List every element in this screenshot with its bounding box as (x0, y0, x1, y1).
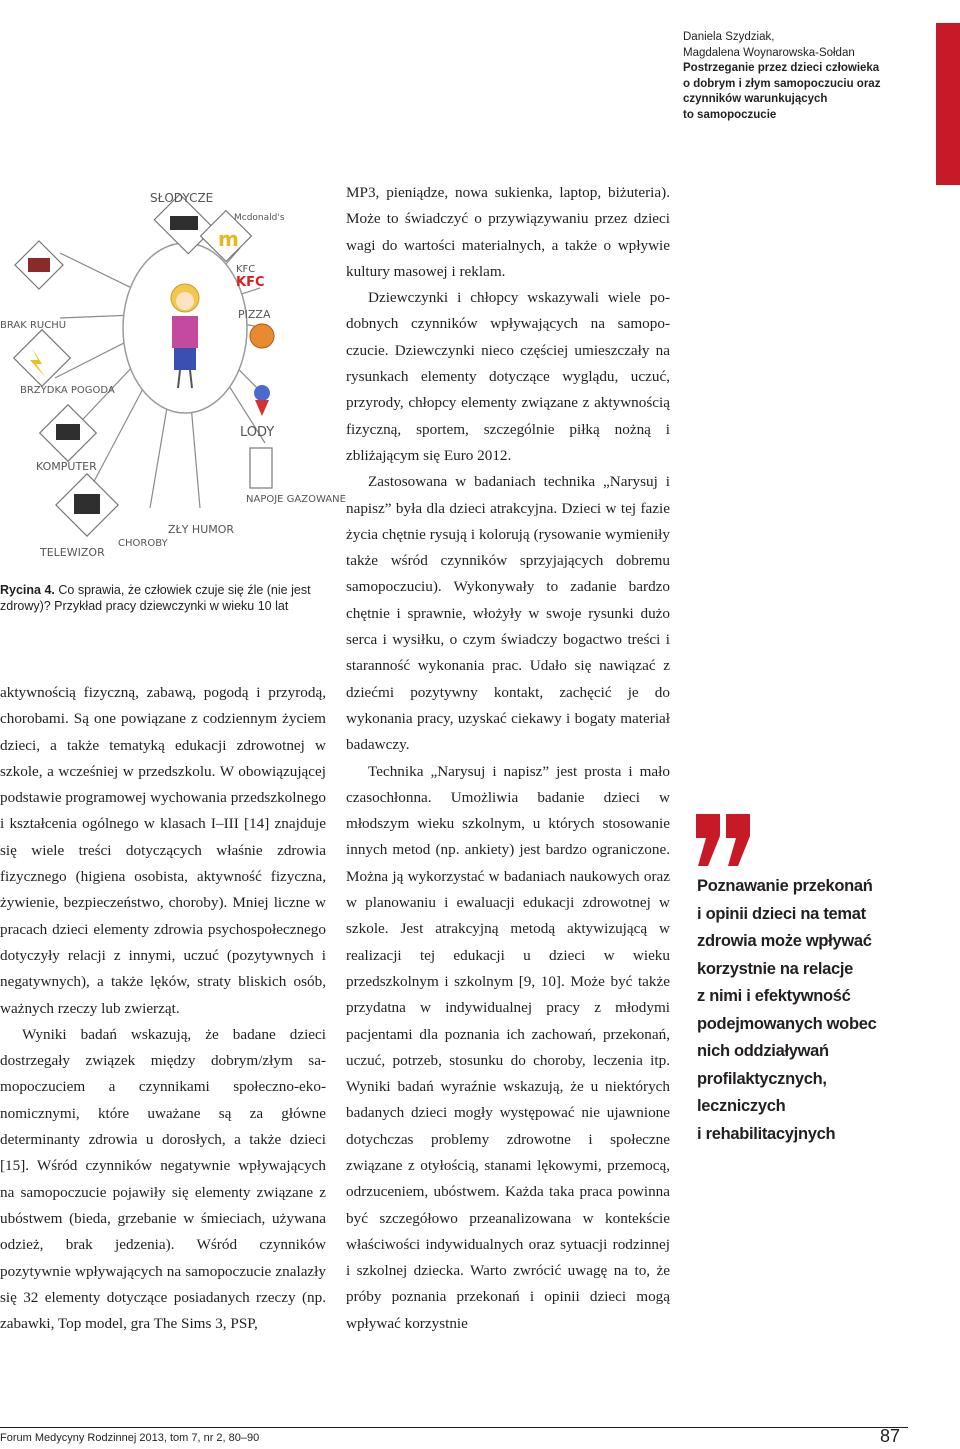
paragraph: aktywnością fizyczną, zabawą, pogodą i przyrodą, chorobami. Są one powiązane z codziennym życiem dzieci, a także tematyką edukacji zdrowotnej w szkole, a wcześniej w przedszkolu. W obowiązującej podstawie programowej wychowania przedszkolnego i kształcenia ogólnego w klasach I–III [14] znajduje się wiele treści dotyczących właśnie zdrowia fizycznego (higiena osobista, aktywność fizyczna, żywienie, bezpieczeństwo, choroby). Mniej liczne w pracach dzieci elementy zdrowia psychospołecznego dotyczyły relacji z innymi, uczuć (pozytywnych i negatywnych), a także lęków, straty bliskich osób, ważnych rzeczy lub zwierząt. (0, 684, 327, 1017)
figure-caption (0, 582, 320, 614)
pull-quote-line: korzystnie na relacje (697, 959, 854, 978)
pull-quote-line: podejmowanych wobec (697, 1014, 877, 1033)
journal-citation: Forum Medycyny Rodzinnej 2013, tom 7, nr 2, 80–90 (0, 1432, 260, 1444)
author-line: Daniela Szydziak, (683, 31, 775, 43)
label-choroby: CHOROBY (118, 538, 168, 549)
figure-caption-text: Co sprawia, że człowiek czuje się źle (nie jest zdrowy)? Przykład pracy dziewczynki w wieku 10 lat (0, 583, 311, 613)
label-lody: LODY (240, 425, 275, 440)
mcdonalds-logo: m (218, 227, 239, 251)
label-slodycze: SŁODYCZE (150, 191, 214, 205)
kfc-logo: KFC (236, 275, 265, 290)
running-header (683, 30, 928, 123)
label-napoje: NAPOJE GAZOWANE (246, 494, 346, 505)
label-telewizor: TELEWIZOR (40, 546, 105, 559)
author-line: Magdalena Woynarowska-Sołdan (683, 46, 855, 59)
figure-caption-label: Rycina 4. (0, 583, 55, 597)
pull-quote-line: zdrowia może wpływać (697, 932, 872, 950)
right-text-column (346, 180, 670, 1337)
pull-quote (697, 873, 897, 1148)
paragraph: MP3, pieniądze, nowa sukienka, laptop, biżuteria). Może to świadczyć o przywiązywaniu przez dzieci wagi do wartości materialnych, a także o wpływie kultury masowej i reklam. (346, 184, 670, 280)
article-title-line: Postrzeganie przez dzieci człowieka (683, 62, 880, 74)
label-pizza: PIZZA (238, 308, 271, 321)
label-brzydka-pogoda: BRZYDKA POGODA (20, 385, 115, 396)
label-komputer: KOMPUTER (36, 460, 97, 473)
pull-quote-line: nich oddziaływań (697, 1042, 829, 1060)
pull-quote-line: z nimi i efektywność (697, 987, 851, 1005)
pull-quote-line: profilaktycznych, (697, 1069, 827, 1088)
label-zly-humor: ZŁY HUMOR (168, 523, 235, 536)
left-text-column (0, 680, 326, 1337)
article-title-line: czynników warunkujących (683, 93, 828, 105)
article-title-line: to samopoczucie (683, 108, 777, 121)
pull-quote-line: i rehabilitacyjnych (697, 1124, 836, 1143)
pull-quote-line: i opinii dzieci na temat (697, 904, 866, 923)
paragraph: Dziewczynki i chłopcy wskazywali wiele podobnych czynników wpływających na samopoczucie. Dziewczynki nieco częściej umieszczały na rysunkach elementy dotyczące wyglądu, uczuć, przyrody, chłopcy elementy związane z aktywnością fizyczną, sportem, szczególnie piłką nożną i zbliżającym się Euro 2012. (346, 289, 670, 464)
pull-quote-line: leczniczych (697, 1097, 786, 1115)
pull-quote-line: Poznawanie przekonań (697, 877, 873, 895)
paragraph: Technika „Narysuj i napisz” jest prosta i mało czasochłonna. Umożliwia badanie dzieci w młodszym wieku szkolnym, u których stosowanie innych metod (np. ankiety) jest bardzo ograniczone. Można ją wykorzystać w badaniach naukowych oraz w planowaniu i ewaluacji edukacji zdrowotnej w szkole. Jest atrakcyjną metodą aktywizującą w realizacji tej edukacji u dzieci w wieku przedszkolnym i szkolnym [9, 10]. Może być także przydatna w indywidualnej pracy z młodymi pacjentami dla poznania ich zachowań, przekonań, uczuć, potrzeb, stosunku do choroby, leczenia itp. Wyniki badań wyraźnie wskazują, że u niektórych badanych dzieci mogły występować nie ujawnione dotychczas problemy zdrowotne i społeczne związane z otyłością, stanami lękowymi, przemocą, odrzuceniem, ubóstwem. Każda taka praca powinna być szczegółowo przeanalizowana w kontekście właściwości indywidualnych oraz sytuacji rodzinnej i szkolnej dziecka. Warto zwrócić uwagę na to, że próby poznania przekonań i opinii dzieci mogą wpływać korzystnie (346, 762, 670, 1332)
label-kfc: KFC (236, 264, 256, 275)
footer-rule (0, 1427, 908, 1428)
label-mcdonalds: Mcdonald's (234, 213, 285, 223)
header-accent-bar (936, 23, 960, 185)
child-drawing-figure (0, 178, 346, 573)
article-title-line: o dobrym i złym samopoczuciu oraz (683, 77, 881, 90)
page-number: 87 (880, 1426, 901, 1446)
label-brak-ruchu: BRAK RUCHU (0, 320, 67, 331)
paragraph: Wyniki badań wskazują, że badane dzieci dostrzegały związek między dobrym/złym samopoczuciem a czynnikami społeczno-ekonomicznymi, które uważane są za główne determinanty zdrowia u dorosłych, a także dzieci [15]. Wśród czynników negatywnie wpływających na samopoczucie pojawiły się elementy związane z ubóstwem (bieda, grzebanie w śmieciach, używana odzież, brak jedzenia). Wśród czynników pozytywnie wpływających na samopoczucie znalazły się 32 elementy dotyczące posiadanych rzeczy (np. zabawki, Top model, gra The Sims 3, PSP, (0, 1025, 326, 1333)
quote-mark-icon (694, 814, 754, 866)
paragraph: Zastosowana w badaniach technika „Narysuj i napisz” była dla dzieci atrakcyjna. Dzieci w tej fazie życia chętnie rysują i kolorują (rysowanie wymieniły także wśród czynników sprzyjających dobremu samopoczuciu). Wykonywały to zadanie bardzo chętnie i sprawnie, włożyły w swoje rysunki dużo serca i wysiłku, o czym świadczy bogactwo treści i staranność wykonania prac. Udało się nawiązać z dziećmi pozytywny kontakt, zachęcić je do wykonania pracy, uzyskać ciekawy i bogaty materiał badawczy. (346, 473, 670, 754)
